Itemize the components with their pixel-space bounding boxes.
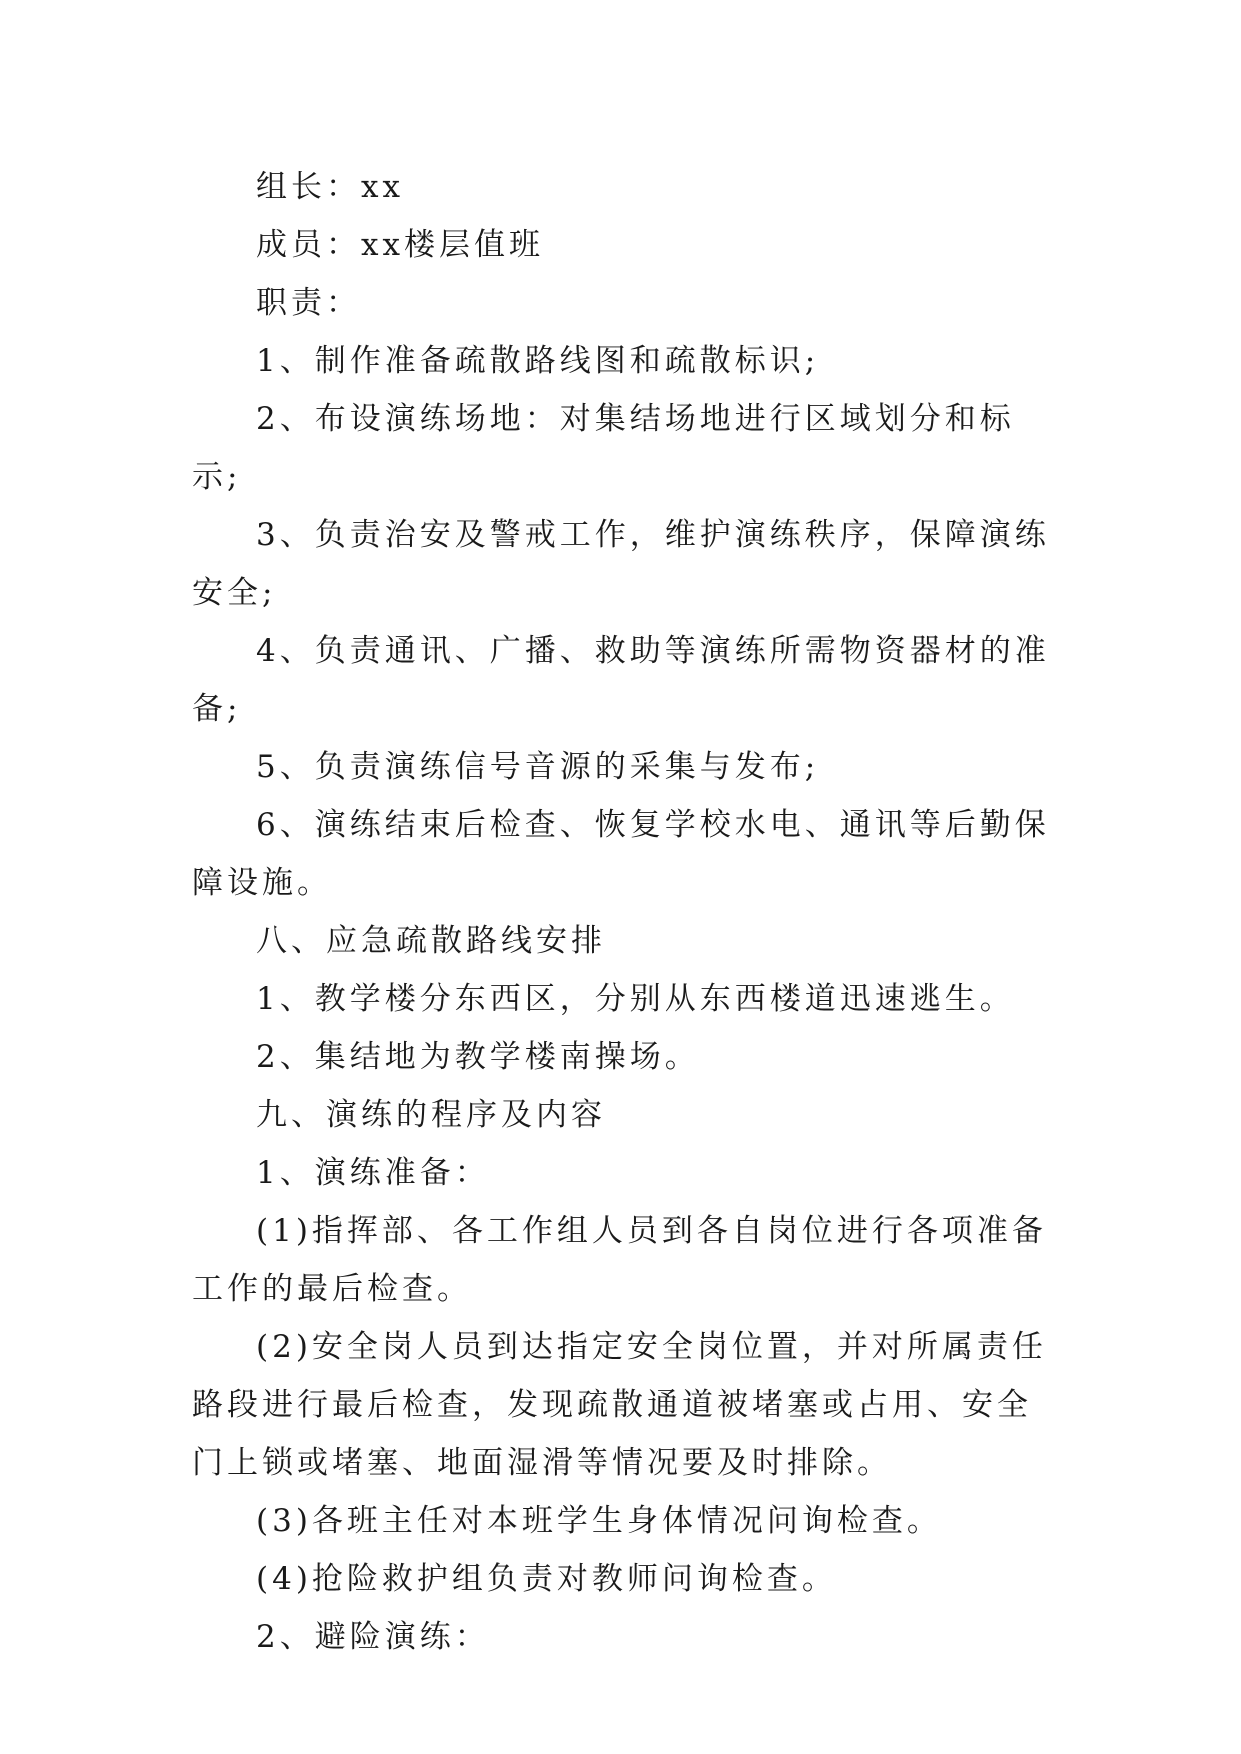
paragraph-duty-2: 2、布设演练场地：对集结场地进行区域划分和标示;	[192, 401, 1015, 495]
paragraph-prep-item-2: (2)安全岗人员到达指定安全岗位置，并对所属责任路段进行最后检查，发现疏散通道被堵塞或占用、安全门上锁或堵塞、地面湿滑等情况要及时排除。	[192, 1329, 1047, 1481]
paragraph-duty-4: 4、负责通讯、广播、救助等演练所需物资器材的准备;	[192, 633, 1050, 727]
paragraph-prep-item-4: (4)抢险救护组负责对教师问询检查。	[256, 1561, 837, 1597]
paragraph-duty-5: 5、负责演练信号音源的采集与发布;	[256, 749, 820, 785]
document-body	[192, 158, 1062, 1666]
paragraph-duty-6: 6、演练结束后检查、恢复学校水电、通讯等后勤保障设施。	[192, 807, 1050, 901]
paragraph-members: 成员：xx楼层值班	[256, 227, 544, 263]
paragraph-duties-heading: 职责：	[256, 285, 361, 321]
paragraph-group-leader: 组长：xx	[256, 169, 404, 205]
paragraph-route-2: 2、集结地为教学楼南操场。	[256, 1039, 700, 1075]
paragraph-duty-3: 3、负责治安及警戒工作，维护演练秩序，保障演练安全;	[192, 517, 1050, 611]
paragraph-hazard-drill: 2、避险演练：	[256, 1619, 490, 1655]
paragraph-prep-item-1: (1)指挥部、各工作组人员到各自岗位进行各项准备工作的最后检查。	[192, 1213, 1047, 1307]
paragraph-drill-preparation: 1、演练准备：	[256, 1155, 490, 1191]
section-heading-evacuation-route: 八、应急疏散路线安排	[256, 923, 606, 959]
paragraph-duty-1: 1、制作准备疏散路线图和疏散标识;	[256, 343, 820, 379]
paragraph-route-1: 1、教学楼分东西区，分别从东西楼道迅速逃生。	[256, 981, 1015, 1017]
paragraph-prep-item-3: (3)各班主任对本班学生身体情况问询检查。	[256, 1503, 942, 1539]
section-heading-drill-procedure: 九、演练的程序及内容	[256, 1097, 606, 1133]
